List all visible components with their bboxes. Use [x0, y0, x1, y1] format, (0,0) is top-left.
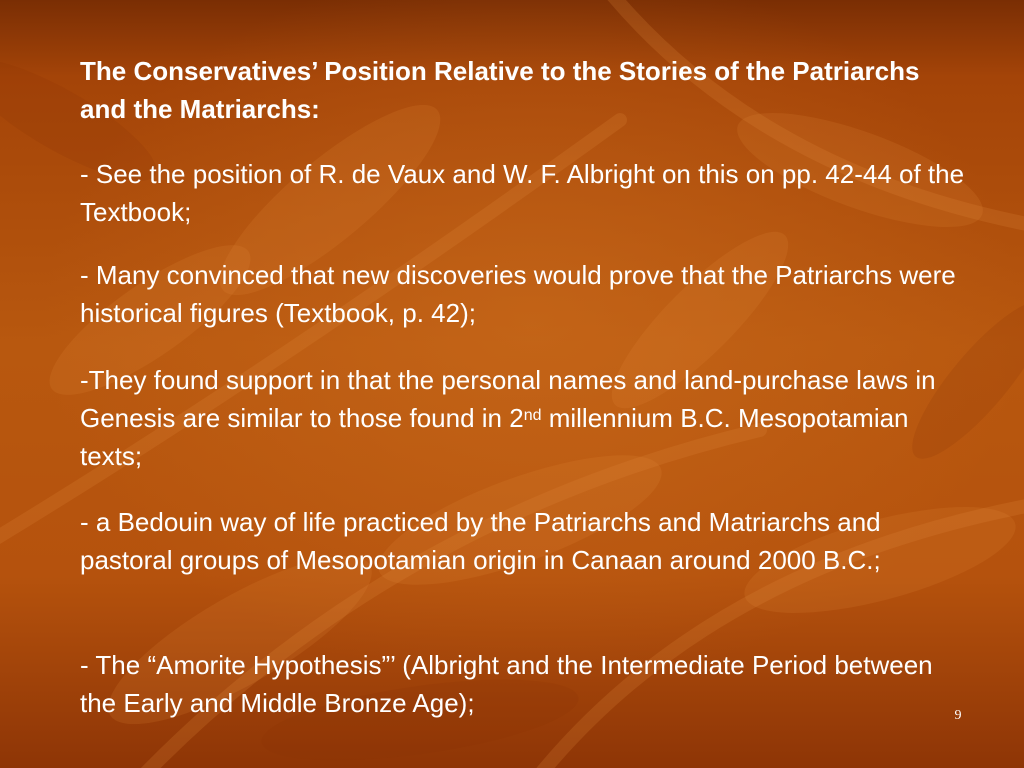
- bullet-names-and-laws-tail: millennium B.C. Mesopotamian texts;: [80, 403, 909, 471]
- bullet-names-and-laws: [80, 361, 970, 475]
- bullet-new-discoveries: - Many convinced that new discoveries would prove that the Patriarchs were historical figures (Textbook, p. 42);: [80, 260, 956, 328]
- slide-title: The Conservatives’ Position Relative to the Stories of the Patriarchs and the Matriarchs:: [80, 56, 920, 124]
- bullet-names-and-laws-text: -They found support in that the personal names and land-purchase laws in Genesis are similar to those found in 2: [80, 365, 936, 433]
- ordinal-superscript: nd: [523, 407, 542, 424]
- bullet-bedouin-way-of-life: - a Bedouin way of life practiced by the Patriarchs and Matriarchs and pastoral groups of Mesopotamian origin in Canaan around 2000 B.C.;: [80, 507, 881, 575]
- bullet-devaux-albright: - See the position of R. de Vaux and W. F. Albright on this on pp. 42-44 of the Textbook;: [80, 159, 965, 227]
- bullet-amorite-hypothesis: - The “Amorite Hypothesis”’ (Albright and the Intermediate Period between the Early and Middle Bronze Age);: [80, 650, 933, 718]
- page-number: 9: [954, 708, 962, 723]
